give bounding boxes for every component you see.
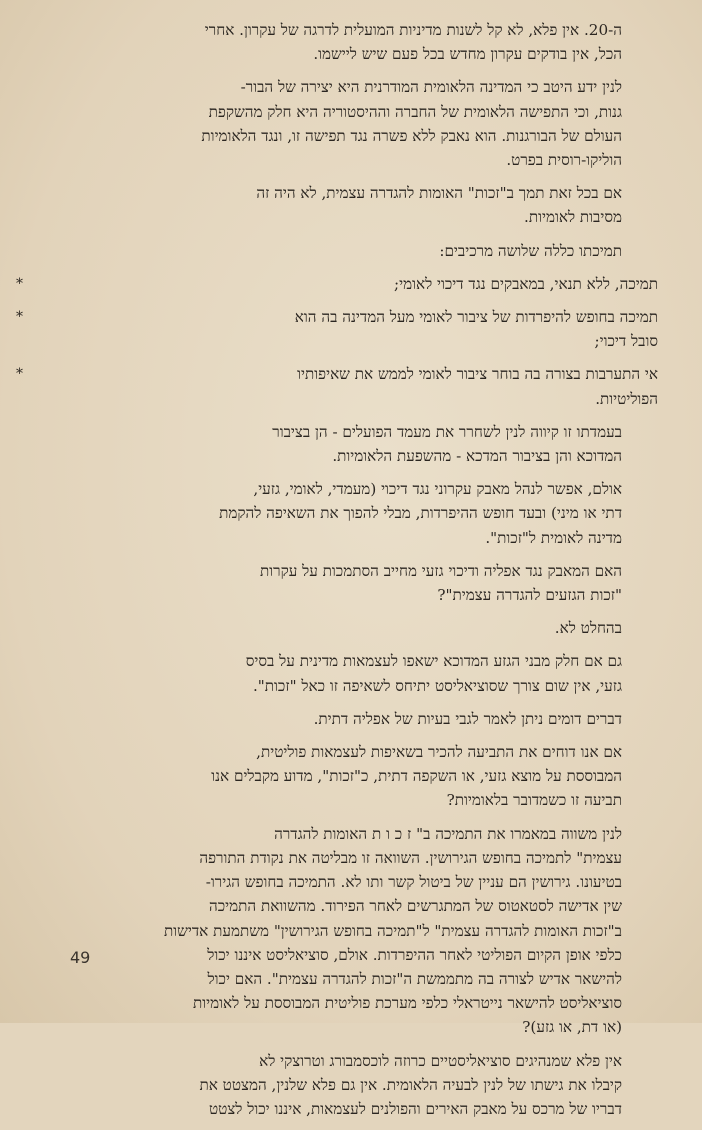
- paragraph: [70, 740, 680, 813]
- paragraph: [70, 1049, 680, 1122]
- text-line: תביעה זו כשמדובר בלאומיות?: [446, 791, 622, 810]
- text-line: דבריו של מרכס על מאבק האירים והפולנים לעצמאות, איננו יכול לצטט: [208, 1099, 622, 1118]
- text-line: תמיכתו כללה שלושה מרכיבים:: [439, 241, 622, 260]
- text-line: מסיבות לאומיות.: [524, 208, 622, 227]
- paragraph: [70, 616, 680, 640]
- text-line: בהחלט לא.: [554, 619, 622, 638]
- text-line: דברים דומים ניתן לאמר לגבי בעיות של אפליה דתית.: [313, 709, 622, 728]
- paragraph: [70, 822, 680, 1040]
- asterisk-bullet-icon: *: [16, 309, 23, 326]
- text-line: העולם של הבורגנות. הוא נאבק ללא פשרה נגד תפישה זו, ונגד הלאומיות: [201, 126, 622, 145]
- page-number: 49: [70, 948, 91, 967]
- text-line: הוליקו-רוסית בפרט.: [506, 151, 622, 170]
- paragraph: [70, 420, 680, 468]
- text-line: שין אדישה לסטאטוס של המתגרשים לאחר הפירוד. מהשוואת התמיכה: [209, 897, 622, 916]
- text-line: הפוליטיות.: [595, 389, 658, 408]
- paragraph: [70, 649, 680, 697]
- text-line: להישאר אדיש לצורה בה מתממשת ה"זכות להגדרה עצמית". האם יכול: [207, 969, 622, 988]
- text-line: אי התערבות בצורה בה בוחר ציבור לאומי לממש את שאיפותיו: [297, 365, 658, 384]
- paragraph: [70, 477, 680, 550]
- text-line: כלפי אופן הקיום הפוליטי לאחר ההיפרדות. אולם, סוציאליסט איננו יכול: [207, 945, 622, 964]
- text-line: קיבלו את גישתו של לנין לבעיה הלאומית. אין גם פלא שלנין, המצטט את: [199, 1075, 622, 1094]
- bullet-item: [16, 272, 680, 296]
- text-line: אין פלא שמנהיגים סוציאליסטיים כרוזה לוכסמבורג וטרוצקי לא: [259, 1051, 622, 1070]
- text-line: גנות, וכי התפישה הלאומית של החברה וההיסטוריה היא חלק מהשקפת: [208, 102, 622, 121]
- text-line: מדינה לאומית ל"זכות".: [485, 528, 622, 547]
- text-line: ה-20. אין פלא, לא קל לשנות מדיניות המועלית לדרגה של עקרון. אחרי: [204, 21, 622, 39]
- text-line: בטיעונו. גירושין הם עניין של ביטול קשר ותו לא. התמיכה בחופש הגירו-: [205, 873, 622, 892]
- text-line: תמיכה, ללא תנאי, במאבקים נגד דיכוי לאומי;: [393, 274, 658, 293]
- text-line: עצמית" לתמיכה בחופש הגירושין. השוואה זו מבליטה את נקודת התורפה: [199, 848, 622, 867]
- text-line: הכל, אין בודקים עקרון מחדש בכל פעם שיש ליישמו.: [313, 45, 622, 64]
- paragraph: [70, 239, 680, 263]
- text-line: בעמדתו זו קיווה לנין לשחרר את מעמד הפועלים - הן בציבור: [272, 422, 622, 441]
- text-line: ב"זכות האומות להגדרה עצמית" ל"תמיכה בחופש הגירושין" משתמעת אדישות: [163, 921, 622, 940]
- paragraph: [70, 75, 680, 172]
- text-line: אם בכל זאת תמך ב"זכות" האומות להגדרה עצמית, לא היה זה: [256, 184, 622, 203]
- bullet-item: [16, 305, 680, 353]
- text-body: [16, 18, 680, 1130]
- text-line: סוציאליסט להישאר נייטראלי כלפי מערכת פוליטית המבוססת על לאומיות: [193, 994, 622, 1013]
- text-line: גזעי, אין שום צורך שסוציאליסט יתיחס לשאיפה זו כאל "זכות".: [252, 676, 622, 695]
- paragraph: [70, 18, 680, 66]
- text-line: המבוססת על מוצא גזעי, או השקפה דתית, כ"זכות", מדוע מקבלים אנו: [211, 767, 622, 786]
- text-line: דתי או מיני) ובעד חופש ההיפרדות, מבלי להפוך את השאיפה להקמת: [219, 504, 622, 523]
- bullet-item: [16, 362, 680, 410]
- text-line: המדוכא והן בציבור המדכא - מהשפעת הלאומיות.: [332, 447, 622, 466]
- text-line: (או דת, או גזע)?: [522, 1018, 622, 1037]
- text-line: האם המאבק נגד אפליה ודיכוי גזעי מחייב הסתמכות על עקרות: [259, 561, 622, 580]
- text-line: אולם, אפשר לנהל מאבק עקרוני נגד דיכוי (מעמדי, לאומי, גזעי,: [253, 480, 622, 499]
- text-line: לנין ידע היטב כי המדינה הלאומית המודרנית היא יצירה של הבור-: [240, 78, 622, 97]
- asterisk-bullet-icon: *: [16, 275, 23, 292]
- text-line: תמיכה בחופש להיפרדות של ציבור לאומי מעל המדינה בה הוא: [294, 308, 658, 327]
- paragraph: [70, 559, 680, 607]
- text-line: "זכות הגזעים להגדרה עצמית"?: [437, 586, 622, 605]
- paragraph: [70, 181, 680, 229]
- paragraph: [70, 707, 680, 731]
- text-line: אם אנו דוחים את התביעה להכיר בשאיפות לעצמאות פוליטית,: [256, 743, 622, 762]
- text-line: סובל דיכוי;: [594, 332, 658, 351]
- asterisk-bullet-icon: *: [16, 366, 23, 383]
- text-line: לנין משווה במאמרו את התמיכה ב" ז כ ו ת האומות להגדרה: [274, 824, 622, 843]
- text-line: גם אם חלק מבני הגזע המדוכא ישאפו לעצמאות מדינית על בסיס: [245, 652, 622, 671]
